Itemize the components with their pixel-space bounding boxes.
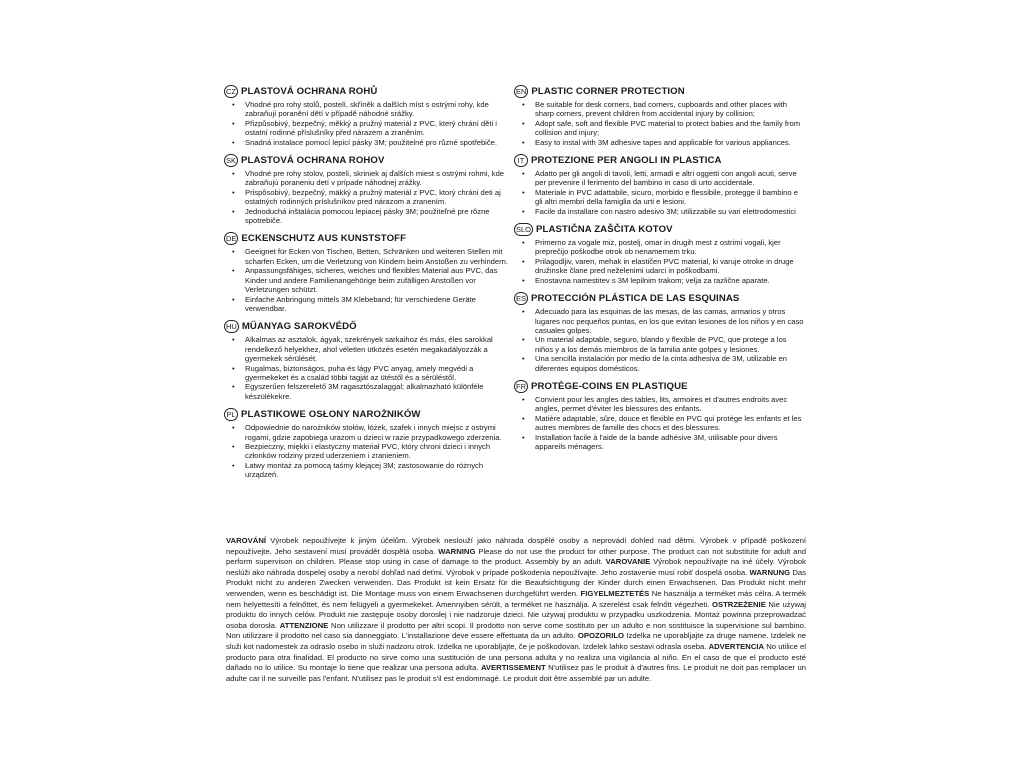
bullet-item: • Einfache Anbringung mittels 3M Klebeband; für verschiedene Geräte verwendbar. bbox=[245, 295, 514, 314]
bullet-item: • Be suitable for desk corners, bad corners, cupboards and other places with sharp corners, prevent children from accidental injury by collision; bbox=[535, 100, 804, 119]
language-badge-hu: HU bbox=[224, 320, 239, 333]
language-badge-de: DE bbox=[224, 232, 238, 245]
bullet-list bbox=[514, 307, 804, 373]
language-badge-it: IT bbox=[514, 154, 528, 167]
bullet-item: • Anpassungsfähiges, sicheres, weiches und flexibles Material aus PVC, das Kinder und andere Familienangehörige beim zufälligen Anstoßen vor Verletzungen schützt. bbox=[245, 266, 514, 294]
bullet-item: • Facile da installare con nastro adesivo 3M; utilizzabile su vari elettrodomestici bbox=[535, 207, 804, 216]
bullet-item: • Adecuado para las esquinas de las mesas, de las camas, armarios y otros lugares noc pequeños puntas, en los que evitan lesiones de los niños y en caso casuales golpes. bbox=[535, 307, 804, 335]
warning-text-pl: Nie używaj produktu do innych celów. Produkt nie zastępuje osoby dorosłej i nie nadzoruje dzieci. Nie używaj produktu w przypadku uszkodzenia. Montaż powinna przeprowadzać osoba dorosła. bbox=[226, 599, 807, 630]
right-column bbox=[514, 84, 804, 457]
section-cz bbox=[224, 84, 514, 147]
bullet-item: • Přizpůsobivý, bezpečný, měkký a pružný materiál z PVC, který chrání děti i ostatní rodinné příslušníky před nárazem a zraněním. bbox=[245, 119, 514, 138]
bullet-item: • Jednoduchá inštalácia pomocou lepiacej pásky 3M; použiteľné pre rôzne spotrebiče. bbox=[245, 207, 514, 226]
bullet-item: • Adopt safe, soft and flexible PVC material to protect babies and the family from collision and injury; bbox=[535, 119, 804, 138]
warning-text-hu: Ne használja a terméket más célra. A termék nem helyettesíti a felnőttet, és nem felügyeli a gyermekeket. Amennyiben sérült, a terméket ne használja. A szerelést csak felnőtt végezheti. bbox=[226, 588, 806, 609]
language-badge-sk: SK bbox=[224, 154, 238, 167]
warning-text-en: Please do not use the product for other purpose. The product can not substitute for adult and perform supervison on children. Please stop using in case of damage to the product. Assembly by an adult. bbox=[226, 546, 807, 567]
bullet-item: • Matière adaptable, sûre, douce et flexible en PVC qui protège les enfants et les autres membres de famille des chocs et des blessures. bbox=[535, 414, 804, 433]
section-slo bbox=[514, 222, 804, 285]
section-header bbox=[224, 407, 514, 422]
bullet-item: • Enostavna namestitev s 3M lepilnim trakom; velja za različne aparate. bbox=[535, 276, 804, 285]
section-title-it: PROTEZIONE PER ANGOLI IN PLASTICA bbox=[531, 155, 722, 167]
warning-label-slo: OPOZORILO bbox=[577, 631, 624, 641]
warning-text-sk: Výrobok nepoužívajte na iné účely. Výrobok neslúži ako náhrada dospelej osoby a nerobí dohľad nad deťmi. Výrobok v prípade poškodenia nepoužívajte. Jeho zostavenie musí robiť dospelá osoba. bbox=[226, 557, 806, 577]
section-header bbox=[514, 291, 804, 306]
section-header bbox=[224, 153, 514, 168]
section-en bbox=[514, 84, 804, 147]
bullet-item: • Vhodné pre rohy stolov, postelí, skriniek aj ďalších miest s ostrými rohmi, kde zabraňujú poraneniu detí v prípade náhodnej zrážky. bbox=[245, 169, 514, 188]
section-title-en: PLASTIC CORNER PROTECTION bbox=[531, 86, 685, 97]
bullet-item: • Snadná instalace pomocí lepicí pásky 3M; použitelné pro různé spotřebiče. bbox=[245, 138, 514, 147]
warning-text-de: Das Produkt nicht zu anderen Zwecken verwenden. Das Produkt ist kein Ersatz für die Beaufsichtigung der Kinder durch einen Erwachsenen. Das Produkt nicht mehr verwenden, wenn es beschädigt ist. Die Montage muss von einem Erwachsenen durchgeführt werden. bbox=[226, 567, 807, 598]
section-es bbox=[514, 291, 804, 373]
warning-text-slo: Izdelka ne uporabljajte za druge namene. Izdelek ne služi kot nadomestek za odraslo osebo in služi nadzoru otrok. Izdelka ne uporabljajte, če je poškodovan. Izdelek lahko sestavi odrasla oseba. bbox=[226, 631, 806, 651]
bullet-item: • Prispôsobivý, bezpečný, mäkký a pružný materiál z PVC, ktorý chráni deti aj ostatných rodinných príslušníkov pred nárazom a zranením. bbox=[245, 188, 514, 207]
section-hu bbox=[224, 319, 514, 401]
bullet-item: • Adatto per gli angoli di tavoli, letti, armadi e altri oggetti con angoli acuti, serve per prevenire il ferimento del bambino in caso di urto accidentale. bbox=[535, 169, 804, 188]
section-header bbox=[514, 84, 804, 99]
language-badge-pl: PL bbox=[224, 408, 238, 421]
bullet-list bbox=[514, 100, 804, 147]
warning-label-en: WARNING bbox=[438, 546, 476, 556]
bullet-item: • Un material adaptable, seguro, blando y flexible de PVC, que protege a los niños y a los demás miembros de la familia ante golpes y lesiones. bbox=[535, 335, 804, 354]
warning-label-pl: OSTRZEŻENIE bbox=[712, 599, 766, 609]
section-title-hu: MŰANYAG SAROKVÉDŐ bbox=[241, 321, 357, 333]
bullet-item: • Geeignet für Ecken von Tischen, Betten, Schränken und weiteren Stellen mit scharfen Ecken, um die Verletzung von Kindern beim Anstoßen zu verhindern. bbox=[245, 247, 514, 266]
bullet-item: • Easy to instal with 3M adhesive tapes and applicable for various appliances. bbox=[535, 138, 804, 147]
warning-text-it: Non utilizzare il prodotto per altri scopi. Il prodotto non serve come sostituto per un adulto e non sostituisce la supervisione sul bambino. Non utilizzare il prodotto nel caso sia danneggiato. L'installazione deve essere effettuata da un adulto. bbox=[226, 620, 807, 641]
section-fr bbox=[514, 379, 804, 451]
warning-label-cz: VAROVÁNÍ bbox=[226, 536, 267, 545]
warning-text-cz: Výrobek nepoužívejte k jiným účelům. Výrobek neslouží jako náhrada dospělé osoby a neprovádí dohled nad dětmi. Výrobek v případě poškození nepoužívejte. Jeho sestavení musí provádět dospělá osoba. bbox=[226, 536, 806, 556]
bullet-item: • Łatwy montaż za pomocą taśmy klejącej 3M; zastosowanie do różnych urządzeń. bbox=[245, 461, 514, 480]
bullet-list bbox=[224, 247, 514, 313]
bullet-list bbox=[224, 169, 514, 225]
bullet-item: • Convient pour les angles des tables, lits, armoires et d'autres endroits avec angles, permet d'éviter les blessures des enfants. bbox=[535, 395, 804, 414]
bullet-list bbox=[514, 169, 804, 216]
left-column bbox=[224, 84, 514, 486]
section-title-slo: PLASTIČNA ZAŠČITA KOTOV bbox=[536, 224, 673, 236]
section-pl bbox=[224, 407, 514, 479]
bullet-item: • Primerno za vogale miz, postelj, omar in drugih mest z ostrimi vogali, kjer preprečijo poškodbe otrok ob nenamernem trku. bbox=[535, 238, 804, 257]
warning-label-es: ADVERTENCIA bbox=[708, 641, 765, 651]
warning-text-fr: N'utilisez pas le produit à d'autres fins. Le produit ne doit pas remplacer un adulte car il ne surveille pas l'enfant. N'utilisez pas le produit s'il est endommagé. Le produit doit être assemblé par un adulte. bbox=[226, 663, 806, 683]
section-header bbox=[514, 379, 804, 394]
bullet-item: • Prilagodljiv, varen, mehak in elastičen PVC material, ki varuje otroke in druge družinske člane pred neželenimi udarci in poškodbami. bbox=[535, 257, 804, 276]
language-badge-es: ES bbox=[514, 292, 528, 305]
bullet-item: • Rugalmas, biztonságos, puha és lágy PVC anyag, amely megvédi a gyermekeket és a család többi tagját az ütéstől és a sérüléstől. bbox=[245, 364, 514, 383]
language-badge-slo: SLO bbox=[514, 223, 533, 236]
language-badge-cz: CZ bbox=[224, 85, 238, 98]
section-title-es: PROTECCIÓN PLÁSTICA DE LAS ESQUINAS bbox=[531, 293, 740, 305]
bullet-item: • Bezpieczny, miękki i elastyczny materiał PVC, który chroni dzieci i innych członków rodziny przed uderzeniem i zranieniem. bbox=[245, 442, 514, 461]
warning-text-es: No utilice el producto para otra finalidad. El producto no sirve como una sustitución de una persona adulta y no realiza una vigilancia al niño. En el caso de que el producto esté dañado no lo utilice. Su montaje lo tiene que realizar una persona adulta. bbox=[226, 641, 806, 673]
section-header bbox=[224, 319, 514, 334]
warning-label-hu: FIGYELMEZTETÉS bbox=[580, 588, 650, 598]
bullet-item: • Installation facile à l'aide de la bande adhésive 3M, utilisable pour divers appareils ménagers. bbox=[535, 433, 804, 452]
section-title-pl: PLASTIKOWE OSŁONY NAROŻNIKÓW bbox=[241, 409, 421, 421]
bullet-list bbox=[224, 335, 514, 401]
bullet-item: • Egyszerűen felszerelető 3M ragasztószalaggal; alkalmazható különféle készülékekre. bbox=[245, 382, 514, 401]
warning-label-fr: AVERTISSEMENT bbox=[480, 663, 546, 673]
bullet-item: • Vhodné pro rohy stolů, postelí, skříněk a dalších míst s ostrými rohy, kde zabraňují poranění dětí v případě náhodné srážky. bbox=[245, 100, 514, 119]
section-title-sk: PLASTOVÁ OCHRANA ROHOV bbox=[241, 155, 385, 167]
section-header bbox=[224, 84, 514, 99]
bullet-item: • Odpowiednie do narożników stołów, łóżek, szafek i innych miejsc z ostrymi rogami, gdzie zapobiega urazom u dzieci w razie przypadkowego zderzenia. bbox=[245, 423, 514, 442]
section-title-cz: PLASTOVÁ OCHRANA ROHŮ bbox=[241, 86, 378, 97]
bullet-item: • Una sencilla instalación por medio de la cinta adhesiva de 3M, utilizable en diferentes equipos domésticos. bbox=[535, 354, 804, 373]
bullet-list bbox=[514, 395, 804, 451]
warning-label-it: ATTENZIONE bbox=[279, 620, 329, 630]
bullet-list bbox=[514, 238, 804, 285]
section-it bbox=[514, 153, 804, 216]
section-title-de: ECKENSCHUTZ AUS KUNSTSTOFF bbox=[241, 233, 407, 245]
section-header bbox=[224, 231, 514, 246]
language-badge-en: EN bbox=[514, 85, 528, 98]
bullet-list bbox=[224, 100, 514, 147]
section-title-fr: PROTÈGE-COINS EN PLASTIQUE bbox=[531, 380, 688, 392]
section-de bbox=[224, 231, 514, 313]
section-header bbox=[514, 153, 804, 168]
bullet-item: • Alkalmas az asztalok, ágyak, szekrények sarkaihoz és más, éles sarokkal rendelkező helyekhez, ahol véletlen ütközés esetén megakadályozzák a gyermekek sérülését. bbox=[245, 335, 514, 363]
warnings-paragraph bbox=[226, 536, 806, 684]
warning-label-sk: VAROVANIE bbox=[605, 557, 651, 567]
bullet-list bbox=[224, 423, 514, 479]
section-sk bbox=[224, 153, 514, 225]
language-badge-fr: FR bbox=[514, 380, 528, 393]
warning-label-de: WARNUNG bbox=[749, 567, 791, 577]
section-header bbox=[514, 222, 804, 237]
bullet-item: • Materiale in PVC adattabile, sicuro, morbido e flessibile, protegge il bambino e gli altri membri della famiglia da urti e lesioni. bbox=[535, 188, 804, 207]
